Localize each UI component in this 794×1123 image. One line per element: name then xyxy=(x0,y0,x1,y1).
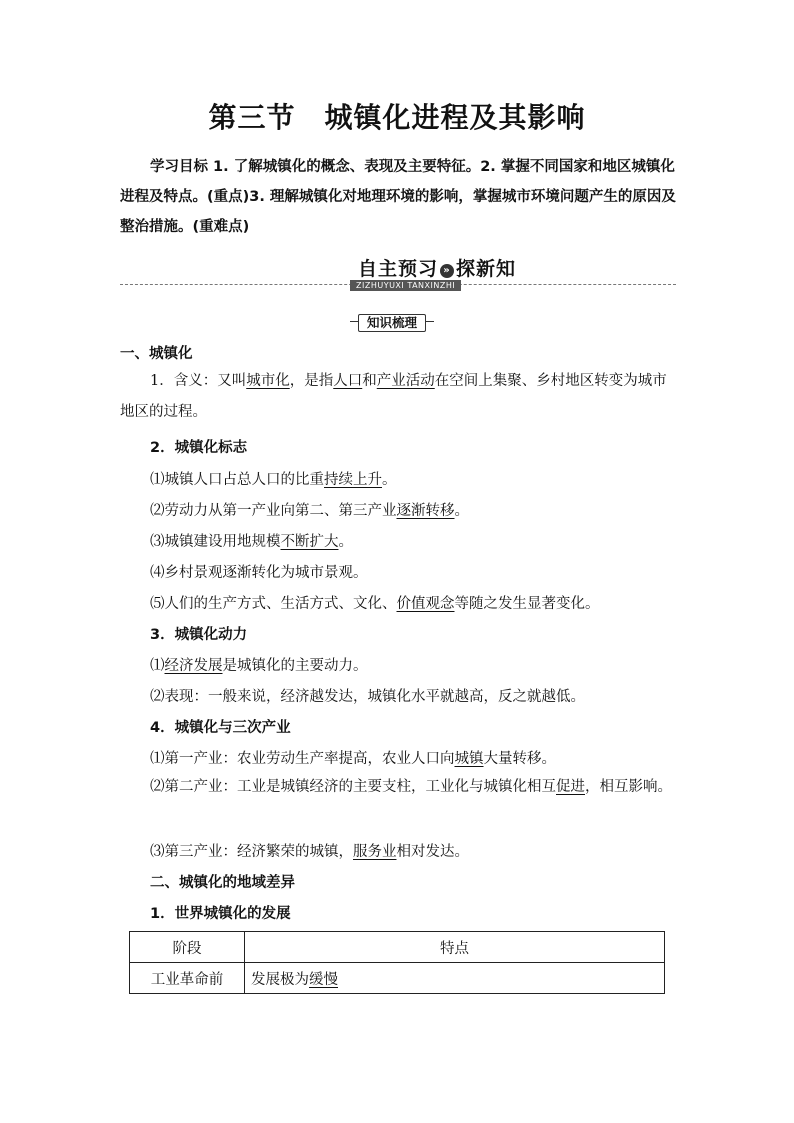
banner-arrow-icon: » xyxy=(440,264,454,278)
list-item: ⑵表现：一般来说，经济越发达，城镇化水平就越高，反之就越低。 xyxy=(150,689,585,705)
term-underlined: 产业活动 xyxy=(376,373,435,389)
subheading: 3．城镇化动力 xyxy=(150,627,248,643)
section-tag-label: 知识梳理 xyxy=(358,314,426,332)
text-span: 。 xyxy=(338,534,353,550)
term-underlined: 服务业 xyxy=(353,844,397,860)
section-heading: 一、城镇化 xyxy=(120,346,193,362)
list-item xyxy=(150,468,397,489)
term-underlined: 缓慢 xyxy=(309,971,338,988)
text-span: 大量转移。 xyxy=(483,751,556,767)
text-span: 。 xyxy=(454,503,469,519)
table-header-cell: 特点 xyxy=(245,932,665,963)
term-underlined: 逐渐转移 xyxy=(396,503,455,519)
term-underlined: 经济发展 xyxy=(164,658,223,674)
text-span: 是城镇化的主要动力。 xyxy=(222,658,368,674)
section-banner xyxy=(120,254,676,290)
section-heading: 二、城镇化的地域差异 xyxy=(150,875,295,891)
text-span: ⑶城镇建设用地规模 xyxy=(150,534,281,550)
text-span: ⑴第一产业：农业劳动生产率提高，农业人口向 xyxy=(150,751,455,767)
text-span: 。 xyxy=(382,472,397,488)
list-item xyxy=(150,530,353,551)
term-underlined: 价值观念 xyxy=(396,596,455,612)
list-item: ⑷乡村景观逐渐转化为城市景观。 xyxy=(150,565,368,581)
text-span: ⑴ xyxy=(150,658,165,674)
learning-objectives: 学习目标 1. 了解城镇化的概念、表现及主要特征。2. 掌握不同国家和地区城镇化进程及特点。(重点)3. 理解城镇化对地理环境的影响，掌握城市环境问题产生的原因及整治措施。(重难点) xyxy=(120,159,676,235)
table-cell-feature xyxy=(245,963,665,994)
section-tag xyxy=(358,312,426,330)
text-span: ⑸人们的生产方式、生活方式、文化、 xyxy=(150,596,397,612)
text-span: 在空间上集聚、乡村地区转变为城市地区的过程。 xyxy=(120,373,667,420)
list-item xyxy=(150,654,368,675)
text-span: 等随之发生显著变化。 xyxy=(454,596,600,612)
text-span: ⑴城镇人口占总人口的比重 xyxy=(150,472,324,488)
term-underlined: 城市化 xyxy=(246,373,290,389)
page-title: 第三节 城镇化进程及其影响 xyxy=(208,101,586,134)
banner-left-label: 自主预习 xyxy=(358,258,439,280)
term-underlined: 不断扩大 xyxy=(280,534,339,550)
text-span: ，是指 xyxy=(289,373,334,389)
text-span: 相对发达。 xyxy=(396,844,469,860)
table-header-row xyxy=(130,932,665,963)
term-underlined: 城镇 xyxy=(454,751,484,767)
list-item xyxy=(150,840,469,861)
banner-right-label: 探新知 xyxy=(456,258,517,280)
text-span: ，相互影响。 xyxy=(585,779,672,795)
definition-paragraph xyxy=(120,366,676,428)
text-span: ⑵第二产业：工业是城镇经济的主要支柱，工业化与城镇化相互 xyxy=(150,779,556,795)
definition-label: 1．含义：又叫 xyxy=(150,373,247,389)
subheading: 2．城镇化标志 xyxy=(150,440,248,456)
term-underlined: 持续上升 xyxy=(324,472,382,488)
text-span: 和 xyxy=(362,373,377,389)
list-item xyxy=(150,592,600,613)
urbanization-stage-table xyxy=(129,931,665,994)
subheading: 4．城镇化与三次产业 xyxy=(150,720,291,736)
banner-main-title xyxy=(358,254,516,281)
table-header-cell: 阶段 xyxy=(130,932,245,963)
text-span: ⑵劳动力从第一产业向第二、第三产业 xyxy=(150,503,397,519)
table-row xyxy=(130,963,665,994)
text-span: ⑶第三产业：经济繁荣的城镇， xyxy=(150,844,353,860)
term-underlined: 促进 xyxy=(556,779,585,795)
list-item xyxy=(120,772,676,803)
subheading: 1．世界城镇化的发展 xyxy=(150,906,291,922)
list-item xyxy=(150,747,556,768)
list-item xyxy=(150,499,469,520)
table-cell-stage: 工业革命前 xyxy=(130,963,245,994)
term-underlined: 人口 xyxy=(333,373,363,389)
text-span: 发展极为 xyxy=(251,971,309,988)
banner-subtitle: ZIZHUYUXI TANXINZHI xyxy=(350,280,461,291)
banner-title-box xyxy=(356,254,676,290)
